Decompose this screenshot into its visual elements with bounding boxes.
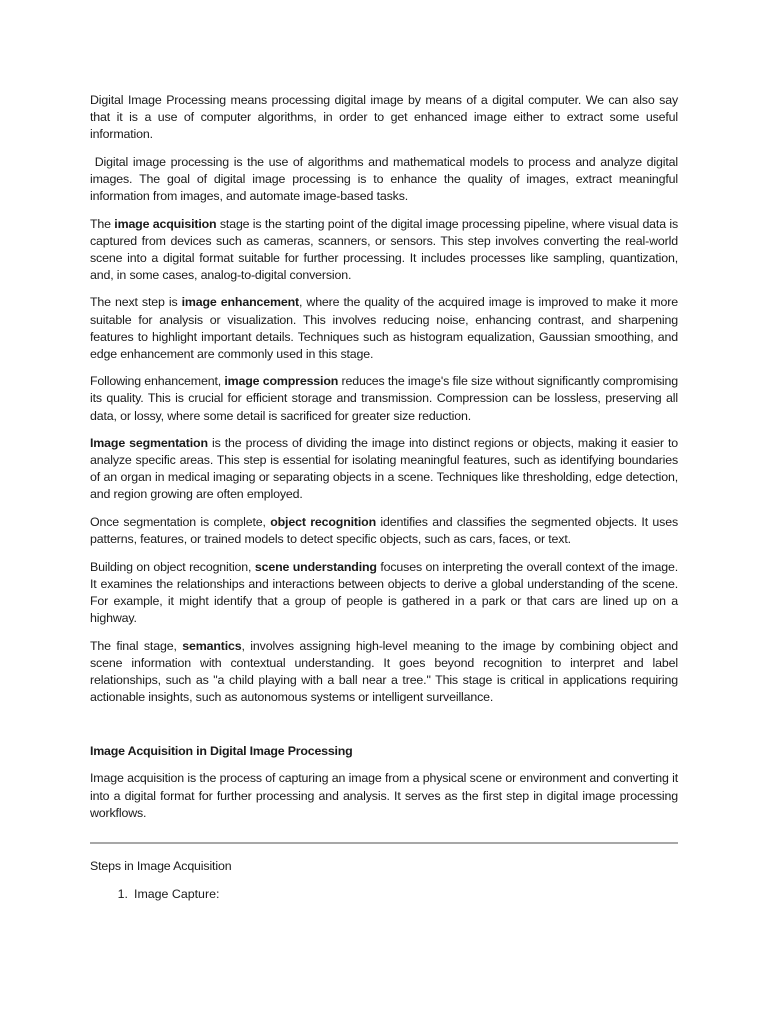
paragraph-text: The next step is [90, 295, 182, 310]
paragraph-text: Once segmentation is complete, [90, 514, 271, 529]
paragraph-text: Digital image processing is the use of algorithms and mathematical models to process and analyze digital images. The goal of digital image processing is to enhance the quality of images, extract meaningful information from images, and automate image-based tasks. [90, 154, 678, 203]
paragraph-text: focuses on interpreting the overall context of the image. It examines the relationships and interactions between objects to derive a global understanding of the scene. For example, it might identify that a group of people is gathered in a park or that cars are lined up on a highway. [90, 559, 678, 625]
steps-list [90, 886, 678, 903]
step-label: Image Capture: [134, 886, 220, 901]
paragraph-image-acquisition [90, 216, 678, 284]
paragraph-image-segmentation [90, 435, 678, 503]
bold-term: image enhancement [181, 295, 299, 310]
bold-term: Image segmentation [90, 436, 208, 451]
bold-term: semantics [182, 638, 242, 653]
paragraph-text: The [90, 216, 115, 231]
paragraph-text: The final stage, [90, 638, 183, 653]
paragraph-text: , involves assigning high-level meaning to the image by combining object and scene information with contextual understanding. It goes beyond recognition to interpret and label relationships, such as "a child playing with a ball near a tree." This stage is critical in applications requiring actionable insights, such as autonomous systems or intelligent surveillance. [90, 638, 678, 704]
paragraph-image-enhancement [90, 294, 678, 362]
document-page [90, 92, 678, 903]
paragraph-text: stage is the starting point of the digital image processing pipeline, where visual data is captured from devices such as cameras, scanners, or sensors. This step involves converting the real-world scene into a digital format suitable for further processing. It includes processes like sampling, quantization, and, in some cases, analog-to-digital conversion. [90, 216, 678, 282]
paragraph-semantics [90, 638, 678, 706]
steps-title: Steps in Image Acquisition [90, 858, 232, 873]
paragraph-text: is the process of dividing the image into distinct regions or objects, making it easier to analyze specific areas. This step is essential for isolating meaningful features, such as identifying boundaries of an organ in medical imaging or separating objects in a scene. Techniques like thresholding, edge detection, and region growing are often employed. [90, 436, 678, 502]
horizontal-divider [90, 842, 678, 844]
paragraph-scene-understanding [90, 559, 678, 627]
body-paragraphs [90, 92, 678, 706]
bold-term: scene understanding [254, 559, 377, 574]
step-number: 1. [117, 886, 128, 901]
paragraph-text: reduces the image's file size without significantly compromising its quality. This is crucial for efficient storage and transmission. Compression can be lossless, preserving all data, or lossy, where some detail is sacrificed for greater size reduction. [90, 374, 678, 423]
paragraph-text: Digital Image Processing means processing digital image by means of a digital computer. We can also say that it is a use of computer algorithms, in order to get enhanced image either to extract some useful information. [90, 93, 678, 142]
paragraph-intro-1 [90, 92, 678, 143]
step-item [90, 886, 678, 903]
bold-term: image compression [224, 374, 339, 389]
paragraph-object-recognition [90, 514, 678, 548]
bold-term: object recognition [270, 514, 377, 529]
section-heading: Image Acquisition in Digital Image Processing [90, 744, 353, 759]
paragraph-image-compression [90, 373, 678, 424]
section-body-paragraph: Image acquisition is the process of capturing an image from a physical scene or environment and converting it into a digital format for further processing and analysis. It serves as the first step in digital image processing workflows. [90, 771, 678, 820]
paragraph-text: , where the quality of the acquired image is improved to make it more suitable for analysis or visualization. This involves reducing noise, enhancing contrast, and sharpening features to highlight important details. Techniques such as histogram equalization, Gaussian smoothing, and edge enhancement are commonly used in this stage. [90, 295, 678, 361]
paragraph-text: Building on object recognition, [90, 559, 255, 574]
paragraph-text: identifies and classifies the segmented objects. It uses patterns, features, or trained models to detect specific objects, such as cars, faces, or text. [90, 514, 678, 547]
paragraph-intro-2 [90, 154, 678, 205]
bold-term: image acquisition [114, 216, 217, 231]
paragraph-text: Following enhancement, [90, 374, 225, 389]
section-spacer [90, 716, 678, 743]
